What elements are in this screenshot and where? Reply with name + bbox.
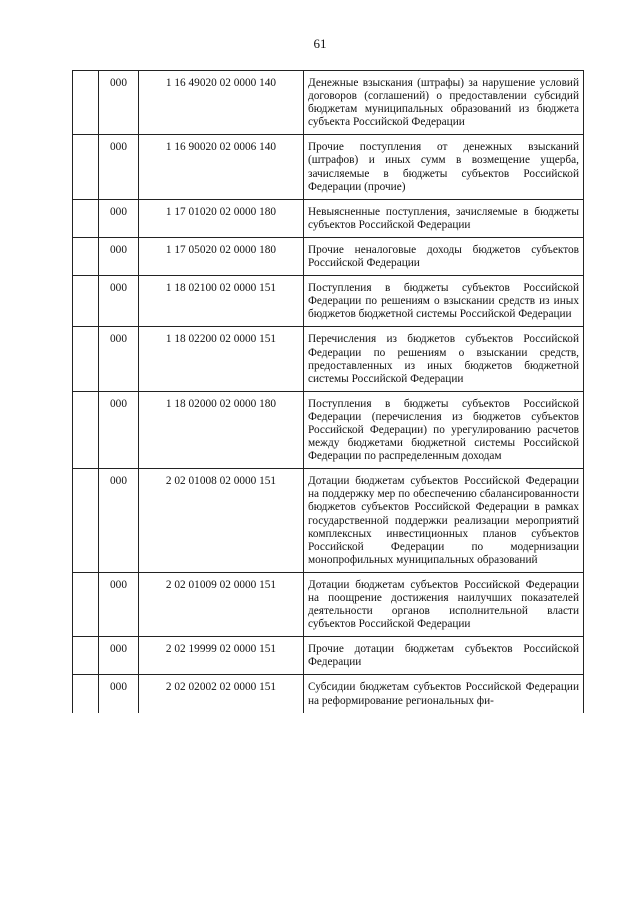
admin-code-cell: 000 — [99, 572, 139, 636]
admin-code-cell: 000 — [99, 327, 139, 391]
table-row — [73, 237, 584, 275]
row-number-cell — [73, 327, 99, 391]
income-description-cell: Прочие поступления от денежных взысканий (штрафов) и иных сумм в возмещение ущерба, зачисляемые в бюджеты субъектов Российской Федерации (прочие) — [304, 135, 584, 199]
classification-code-cell: 1 17 01020 02 0000 180 — [139, 199, 304, 237]
classification-code-cell: 1 18 02000 02 0000 180 — [139, 391, 304, 468]
table-row — [73, 199, 584, 237]
page-number: 61 — [313, 36, 327, 51]
row-number-cell — [73, 135, 99, 199]
income-description-cell: Прочие дотации бюджетам субъектов Российской Федерации — [304, 637, 584, 675]
income-description-cell: Невыясненные поступления, зачисляемые в бюджеты субъектов Российской Федерации — [304, 199, 584, 237]
classification-code-cell: 2 02 01008 02 0000 151 — [139, 469, 304, 573]
income-description-cell: Денежные взыскания (штрафы) за нарушение условий договоров (соглашений) о предоставлении субсидий бюджетам муниципальных образований из бюджета субъекта Российской Федерации — [304, 71, 584, 135]
row-number-cell — [73, 71, 99, 135]
classification-code-cell: 1 17 05020 02 0000 180 — [139, 237, 304, 275]
admin-code-cell: 000 — [99, 637, 139, 675]
row-number-cell — [73, 572, 99, 636]
table-row — [73, 135, 584, 199]
classification-code-cell: 1 18 02100 02 0000 151 — [139, 276, 304, 327]
classification-code-cell: 1 16 49020 02 0000 140 — [139, 71, 304, 135]
admin-code-cell: 000 — [99, 135, 139, 199]
row-number-cell — [73, 199, 99, 237]
admin-code-cell: 000 — [99, 675, 139, 713]
table-row — [73, 675, 584, 713]
admin-code-cell: 000 — [99, 237, 139, 275]
classification-code-cell: 1 18 02200 02 0000 151 — [139, 327, 304, 391]
table-row — [73, 327, 584, 391]
table-row — [73, 391, 584, 468]
table-row — [73, 469, 584, 573]
income-description-cell: Дотации бюджетам субъектов Российской Федерации на поощрение достижения наилучших показателей деятельности органов исполнительной власти субъектов Российской Федерации — [304, 572, 584, 636]
income-description-cell: Поступления в бюджеты субъектов Российской Федерации по решениям о взыскании средств из иных бюджетов бюджетной системы Российской Федерации — [304, 276, 584, 327]
admin-code-cell: 000 — [99, 71, 139, 135]
admin-code-cell: 000 — [99, 199, 139, 237]
income-description-cell: Поступления в бюджеты субъектов Российской Федерации (перечисления из бюджетов субъектов Российской Федерации) по урегулированию расчетов между бюджетами бюджетной системы Российской Федерации по распределенным доходам — [304, 391, 584, 468]
income-description-cell: Прочие неналоговые доходы бюджетов субъектов Российской Федерации — [304, 237, 584, 275]
classification-code-cell: 1 16 90020 02 0006 140 — [139, 135, 304, 199]
income-description-cell: Субсидии бюджетам субъектов Российской Федерации на реформирование региональных фи- — [304, 675, 584, 713]
table-row — [73, 637, 584, 675]
admin-code-cell: 000 — [99, 276, 139, 327]
income-description-cell: Дотации бюджетам субъектов Российской Федерации на поддержку мер по обеспечению сбалансированности бюджетов субъектов Российской Федерации в рамках государственной поддержки реализации мероприятий комплексных инвестиционных планов субъектов Российской Федерации по модернизации монопрофильных муниципальных образований — [304, 469, 584, 573]
classification-code-cell: 2 02 19999 02 0000 151 — [139, 637, 304, 675]
row-number-cell — [73, 675, 99, 713]
row-number-cell — [73, 276, 99, 327]
row-number-cell — [73, 391, 99, 468]
classification-code-cell: 2 02 02002 02 0000 151 — [139, 675, 304, 713]
income-description-cell: Перечисления из бюджетов субъектов Российской Федерации по решениям о взыскании средств, предоставленных из иных бюджетов бюджетной системы Российской Федерации — [304, 327, 584, 391]
budget-classification-table — [72, 70, 584, 713]
table-row — [73, 71, 584, 135]
row-number-cell — [73, 637, 99, 675]
admin-code-cell: 000 — [99, 469, 139, 573]
admin-code-cell: 000 — [99, 391, 139, 468]
table-row — [73, 572, 584, 636]
row-number-cell — [73, 469, 99, 573]
table-row — [73, 276, 584, 327]
classification-code-cell: 2 02 01009 02 0000 151 — [139, 572, 304, 636]
row-number-cell — [73, 237, 99, 275]
